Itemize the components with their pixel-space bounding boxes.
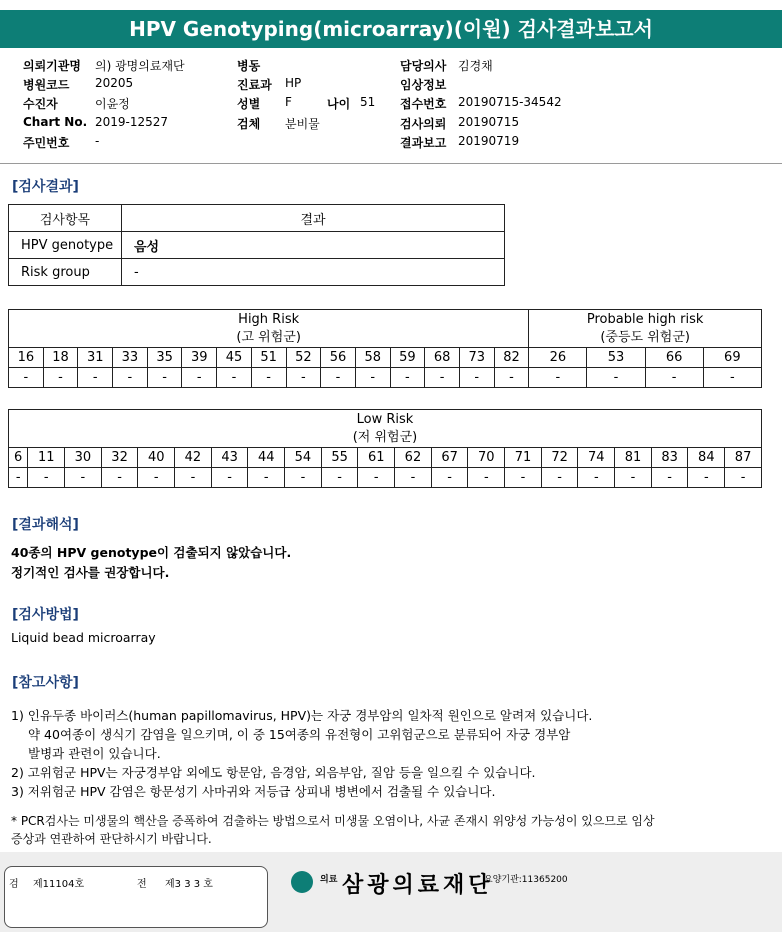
hpv-type-cell: 71 <box>505 448 542 468</box>
hpv-type-cell: 72 <box>541 448 578 468</box>
value-sex: F <box>285 95 292 109</box>
value-patient-name: 이윤정 <box>95 97 130 111</box>
row-item: Risk group <box>9 259 122 286</box>
hpv-type-cell: 26 <box>529 348 587 368</box>
hpv-result-cell: - <box>138 468 175 488</box>
hpv-result-cell: - <box>703 368 761 388</box>
label-age: 나이 <box>327 97 351 111</box>
hpv-result-cell: - <box>688 468 725 488</box>
hpv-result-cell: - <box>587 368 645 388</box>
result-table-header <box>9 205 505 232</box>
low-risk-value-row <box>9 468 762 488</box>
hpv-type-cell: 59 <box>390 348 425 368</box>
hpv-result-cell: - <box>390 368 425 388</box>
hpv-type-cell: 32 <box>101 448 138 468</box>
method-text: Liquid bead microarray <box>11 630 156 645</box>
hpv-type-cell: 43 <box>211 448 248 468</box>
high-risk-type-row <box>9 348 762 368</box>
pcr-note-line-1: * PCR검사는 미생물의 핵산을 증폭하여 검출하는 방법으로서 미생물 오염이나, 사균 존재시 위양성 가능성이 있으므로 임상 <box>11 814 655 828</box>
probable-high-risk-group-header <box>529 310 762 348</box>
interpretation-line-1: 40종의 HPV genotype이 검출되지 않았습니다. <box>11 545 292 560</box>
high-risk-group-header <box>9 310 529 348</box>
hpv-type-cell: 82 <box>494 348 529 368</box>
hpv-type-cell: 33 <box>113 348 148 368</box>
value-doctor: 김경채 <box>458 59 493 73</box>
hpv-type-cell: 83 <box>651 448 688 468</box>
hpv-type-cell: 53 <box>587 348 645 368</box>
hpv-type-cell: 45 <box>217 348 252 368</box>
label-chart-no: Chart No. <box>23 115 88 129</box>
label-resident-no: 주민번호 <box>23 136 70 150</box>
hpv-type-cell: 58 <box>355 348 390 368</box>
section-title-notes: [참고사항] <box>12 675 79 691</box>
hpv-result-cell: - <box>182 368 217 388</box>
label-clinical-info: 임상정보 <box>400 78 447 92</box>
label-request-date: 검사의뢰 <box>400 117 447 131</box>
label-patient-name: 수진자 <box>23 97 58 111</box>
low-risk-type-row <box>9 448 762 468</box>
hpv-type-cell: 52 <box>286 348 321 368</box>
value-requesting-institution: 의) 광명의료재단 <box>95 59 185 73</box>
value-report-date: 20190719 <box>458 134 520 148</box>
hpv-type-cell: 73 <box>459 348 494 368</box>
stamp-char-1: 검 <box>9 879 19 890</box>
hpv-result-cell: - <box>113 368 148 388</box>
high-risk-title: High Risk <box>238 311 300 327</box>
value-department: HP <box>285 76 302 90</box>
low-risk-group-row <box>9 410 762 448</box>
value-request-date: 20190715 <box>458 115 520 129</box>
hpv-result-cell: - <box>147 368 182 388</box>
hpv-result-cell: - <box>78 368 113 388</box>
hpv-result-cell: - <box>725 468 762 488</box>
high-risk-group-row <box>9 310 762 348</box>
label-specimen: 검체 <box>237 117 261 131</box>
hpv-type-cell: 81 <box>615 448 652 468</box>
row-item: HPV genotype <box>9 232 122 259</box>
hpv-type-cell: 44 <box>248 448 285 468</box>
hpv-type-cell: 51 <box>251 348 286 368</box>
hpv-result-cell: - <box>494 368 529 388</box>
row-result: 음성 <box>122 232 505 259</box>
hpv-result-cell: - <box>505 468 542 488</box>
hpv-result-cell: - <box>286 368 321 388</box>
note-line-5: 3) 저위험군 HPV 감염은 항문성기 사마귀와 저등급 상피내 병변에서 검출될 수 있습니다. <box>11 784 496 799</box>
header-result: 결과 <box>122 205 505 232</box>
hpv-type-cell: 30 <box>65 448 102 468</box>
hpv-result-cell: - <box>9 468 28 488</box>
label-report-date: 결과보고 <box>400 136 447 150</box>
hpv-type-cell: 42 <box>175 448 212 468</box>
stamp-char-2: 전 <box>137 879 147 890</box>
low-risk-title: Low Risk <box>356 411 414 427</box>
hpv-type-cell: 35 <box>147 348 182 368</box>
value-specimen: 분비물 <box>285 117 320 131</box>
hpv-type-cell: 67 <box>431 448 468 468</box>
interpretation-line-2: 정기적인 검사를 권장합니다. <box>11 565 170 580</box>
low-risk-subtitle: (저 위험군) <box>352 429 418 445</box>
table-row <box>9 259 505 286</box>
hpv-type-cell: 54 <box>285 448 322 468</box>
hpv-type-cell: 61 <box>358 448 395 468</box>
high-risk-subtitle: (고 위험군) <box>236 329 301 345</box>
section-title-method: [검사방법] <box>12 607 79 623</box>
hpv-result-cell: - <box>321 468 358 488</box>
value-chart-no: 2019-12527 <box>95 115 169 129</box>
hpv-result-cell: - <box>431 468 468 488</box>
result-table <box>8 204 505 286</box>
probable-high-risk-subtitle: (중등도 위험군) <box>600 329 690 345</box>
label-accession-no: 접수번호 <box>400 97 447 111</box>
foundation-logo-icon <box>291 871 313 893</box>
hpv-result-cell: - <box>529 368 587 388</box>
hpv-result-cell: - <box>645 368 703 388</box>
patient-info <box>0 52 782 162</box>
hpv-type-cell: 31 <box>78 348 113 368</box>
hpv-result-cell: - <box>43 368 78 388</box>
footer <box>0 852 782 932</box>
low-risk-group-header <box>9 410 762 448</box>
hpv-type-cell: 68 <box>425 348 460 368</box>
hpv-result-cell: - <box>101 468 138 488</box>
org-name: 삼광의료재단 <box>342 873 494 898</box>
label-hospital-code: 병원코드 <box>23 78 70 92</box>
hpv-result-cell: - <box>28 468 65 488</box>
hpv-result-cell: - <box>425 368 460 388</box>
hpv-type-cell: 39 <box>182 348 217 368</box>
hpv-type-cell: 69 <box>703 348 761 368</box>
report-title: HPV Genotyping(microarray)(이원) 검사결과보고서 <box>0 10 782 48</box>
hpv-result-cell: - <box>9 368 44 388</box>
stamp-cert-1: 제11104호 <box>33 879 85 890</box>
hpv-type-cell: 74 <box>578 448 615 468</box>
hpv-result-cell: - <box>211 468 248 488</box>
hpv-type-cell: 84 <box>688 448 725 468</box>
hpv-type-cell: 55 <box>321 448 358 468</box>
hpv-result-cell: - <box>459 368 494 388</box>
hpv-type-cell: 87 <box>725 448 762 468</box>
hpv-result-cell: - <box>248 468 285 488</box>
note-line-1: 1) 인유두종 바이러스(human papillomavirus, HPV)는 자궁 경부암의 일차적 원인으로 알려져 있습니다. <box>11 708 593 723</box>
hpv-type-cell: 70 <box>468 448 505 468</box>
hpv-result-cell: - <box>285 468 322 488</box>
section-title-interpretation: [결과해석] <box>12 517 79 533</box>
hpv-type-cell: 16 <box>9 348 44 368</box>
hpv-result-cell: - <box>355 368 390 388</box>
hpv-result-cell: - <box>65 468 102 488</box>
org-code: 요양기관:11365200 <box>484 875 568 885</box>
probable-high-risk-title: Probable high risk <box>586 311 704 327</box>
value-accession-no: 20190715-34542 <box>458 95 562 109</box>
table-row <box>9 232 505 259</box>
low-risk-table <box>8 409 762 488</box>
hpv-result-cell: - <box>321 368 356 388</box>
hpv-result-cell: - <box>651 468 688 488</box>
label-ward: 병동 <box>237 59 261 73</box>
hpv-type-cell: 18 <box>43 348 78 368</box>
high-risk-value-row <box>9 368 762 388</box>
note-line-4: 2) 고위험군 HPV는 자궁경부암 외에도 항문암, 음경암, 외음부암, 질암 등을 일으킬 수 있습니다. <box>11 765 536 780</box>
hpv-result-cell: - <box>251 368 286 388</box>
hpv-type-cell: 56 <box>321 348 356 368</box>
label-requesting-institution: 의뢰기관명 <box>23 59 81 73</box>
label-sex: 성별 <box>237 97 261 111</box>
header-test-item: 검사항목 <box>9 205 122 232</box>
hpv-result-cell: - <box>578 468 615 488</box>
note-line-3: 발병과 관련이 있습니다. <box>28 746 161 761</box>
hpv-type-cell: 40 <box>138 448 175 468</box>
header-divider <box>0 163 782 164</box>
row-result: - <box>122 259 505 286</box>
hpv-result-cell: - <box>468 468 505 488</box>
value-hospital-code: 20205 <box>95 76 134 90</box>
high-risk-table <box>8 309 762 388</box>
value-age: 51 <box>360 95 376 109</box>
hpv-result-cell: - <box>217 368 252 388</box>
label-doctor: 담당의사 <box>400 59 447 73</box>
hpv-type-cell: 6 <box>9 448 28 468</box>
hpv-result-cell: - <box>615 468 652 488</box>
label-department: 진료과 <box>237 78 272 92</box>
hpv-result-cell: - <box>395 468 432 488</box>
value-resident-no: - <box>95 134 100 148</box>
hpv-result-cell: - <box>175 468 212 488</box>
hpv-type-cell: 62 <box>395 448 432 468</box>
pcr-note-line-2: 증상과 연관하여 판단하시기 바랍니다. <box>11 832 212 846</box>
certification-stamp <box>4 866 268 928</box>
hpv-result-cell: - <box>358 468 395 488</box>
stamp-cert-2: 제3 3 3 호 <box>165 879 213 890</box>
hpv-type-cell: 66 <box>645 348 703 368</box>
hpv-result-cell: - <box>541 468 578 488</box>
note-line-2: 약 40여종이 생식기 감염을 일으키며, 이 중 15여종의 유전형이 고위험군으로 분류되어 자궁 경부암 <box>28 727 571 742</box>
hpv-type-cell: 11 <box>28 448 65 468</box>
section-title-result: [검사결과] <box>12 179 79 195</box>
org-prefix: 의료 <box>320 875 338 885</box>
